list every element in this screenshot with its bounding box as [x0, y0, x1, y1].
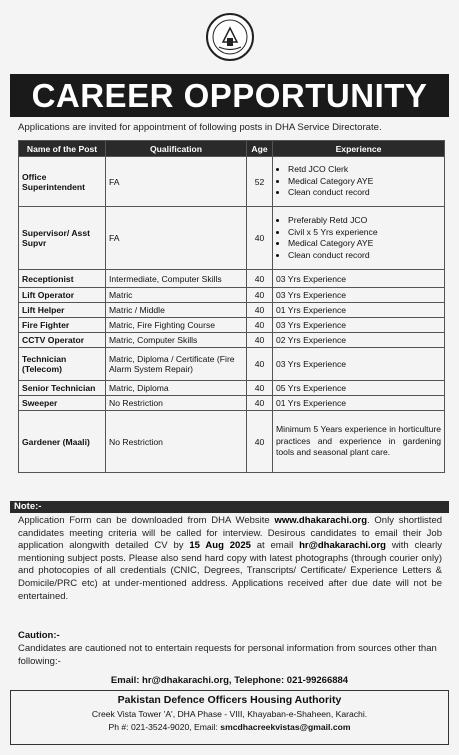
post-name: Senior Technician — [19, 381, 106, 396]
post-qualification: Matric, Fire Fighting Course — [106, 318, 247, 333]
table-row — [19, 288, 445, 303]
deadline-date: 15 Aug 2025 — [189, 540, 251, 552]
experience-item: • Medical Category AYE — [288, 176, 441, 188]
table-row — [19, 303, 445, 318]
experience-item: • Medical Category AYE — [288, 238, 441, 250]
intro-text: Applications are invited for appointment of following posts in DHA Service Directorate. — [18, 122, 382, 133]
table-row — [19, 318, 445, 333]
website-link[interactable]: www.dhakarachi.org — [274, 515, 368, 526]
note-text-part: . Only shortlisted candidates meeting criteria will be called for interview. Desirous candidates to email their Job application alongwith detailed CV by — [18, 515, 443, 552]
post-experience: 03 Yrs Experience — [273, 348, 445, 381]
experience-item: • Retd JCO Clerk — [288, 164, 441, 176]
post-age: 40 — [247, 333, 273, 348]
post-qualification: Matric / Middle — [106, 303, 247, 318]
post-name: Supervisor/ Asst Supvr — [19, 207, 106, 270]
note-label: Note:- — [14, 501, 42, 512]
post-experience: 03 Yrs Experience — [273, 318, 445, 333]
post-age: 40 — [247, 318, 273, 333]
note-text-part: at email — [250, 540, 300, 552]
post-qualification: No Restriction — [106, 411, 247, 473]
post-name: CCTV Operator — [19, 333, 106, 348]
page-title: CAREER OPPORTUNITY — [10, 74, 449, 117]
post-experience — [273, 207, 445, 270]
post-age: 40 — [247, 207, 273, 270]
org-name: Pakistan Defence Officers Housing Authority — [117, 694, 342, 706]
address-line: Creek Vista Tower 'A', DHA Phase - VIII, Khayaban-e-Shaheen, Karachi. — [91, 709, 368, 719]
note-bar — [10, 501, 449, 513]
footer-email-link[interactable]: smcdhacreekvistas@gmail.com — [220, 722, 351, 732]
note-text-part: with clearly mentioning subject posts. Please also send hard copy with latest photographs (through courier only) and photocopies of all credentials (CNIC, Degrees, Transcripts/ Certificate/ Experience Letters & Domicile/PRC etc) at under-mentioned address. Applications received after due date will not be entertained. — [18, 540, 443, 602]
post-experience — [273, 157, 445, 207]
post-age: 40 — [247, 396, 273, 411]
post-qualification: FA — [106, 157, 247, 207]
col-header-experience: Experience — [273, 141, 445, 157]
phone-text: Ph #: 021-3524-9020, Email: — [108, 722, 221, 732]
table-header-row — [19, 141, 445, 157]
post-name: Gardener (Maali) — [19, 411, 106, 473]
post-experience: 01 Yrs Experience — [273, 303, 445, 318]
experience-item: • Clean conduct record — [288, 250, 441, 262]
table-row — [19, 333, 445, 348]
post-experience: 03 Yrs Experience — [273, 270, 445, 288]
post-experience: Minimum 5 Years experience in horticulture practices and experience in gardening tools and seasonal plant care. — [273, 411, 445, 473]
email-link[interactable]: hr@dhakarachi.org — [299, 540, 386, 552]
post-age: 52 — [247, 157, 273, 207]
post-name: Sweeper — [19, 396, 106, 411]
table-row — [19, 157, 445, 207]
note-text — [18, 515, 442, 603]
post-age: 40 — [247, 303, 273, 318]
post-age: 40 — [247, 348, 273, 381]
post-name: Office Superintendent — [19, 157, 106, 207]
post-name: Receptionist — [19, 270, 106, 288]
experience-item: • Clean conduct record — [288, 187, 441, 199]
post-qualification: No Restriction — [106, 396, 247, 411]
post-age: 40 — [247, 381, 273, 396]
table-row — [19, 381, 445, 396]
col-header-qualification: Qualification — [106, 141, 247, 157]
post-experience: 02 Yrs Experience — [273, 333, 445, 348]
note-text-part: Application Form can be downloaded from DHA Website — [18, 515, 275, 526]
post-qualification: FA — [106, 207, 247, 270]
post-qualification: Matric, Computer Skills — [106, 333, 247, 348]
post-experience: 05 Yrs Experience — [273, 381, 445, 396]
post-experience: 03 Yrs Experience — [273, 288, 445, 303]
post-name: Lift Operator — [19, 288, 106, 303]
col-header-post: Name of the Post — [19, 141, 106, 157]
post-qualification: Matric, Diploma — [106, 381, 247, 396]
table-row — [19, 411, 445, 473]
caution-text: Candidates are cautioned not to entertain requests for personal information from sources other than following:- — [18, 643, 437, 667]
table-row — [19, 396, 445, 411]
post-qualification: Intermediate, Computer Skills — [106, 270, 247, 288]
post-experience: 01 Yrs Experience — [273, 396, 445, 411]
post-age: 40 — [247, 288, 273, 303]
posts-table — [18, 140, 445, 473]
post-qualification: Matric — [106, 288, 247, 303]
experience-item: • Preferably Retd JCO — [288, 215, 441, 227]
post-age: 40 — [247, 270, 273, 288]
table-row — [19, 348, 445, 381]
experience-item: • Civil x 5 Yrs experience — [288, 227, 441, 239]
post-age: 40 — [247, 411, 273, 473]
contact-line: Email: hr@dhakarachi.org, Telephone: 021-99266884 — [110, 675, 349, 686]
col-header-age: Age — [247, 141, 273, 157]
post-name: Technician (Telecom) — [19, 348, 106, 381]
table-row — [19, 270, 445, 288]
post-name: Lift Helper — [19, 303, 106, 318]
footer-address-box — [10, 690, 449, 745]
dha-emblem-icon — [205, 12, 255, 62]
post-name: Fire Fighter — [19, 318, 106, 333]
table-row — [19, 207, 445, 270]
phone-email-line — [11, 722, 448, 732]
post-qualification: Matric, Diploma / Certificate (Fire Alarm System Repair) — [106, 348, 247, 381]
caution-label: Caution:- — [18, 630, 60, 641]
